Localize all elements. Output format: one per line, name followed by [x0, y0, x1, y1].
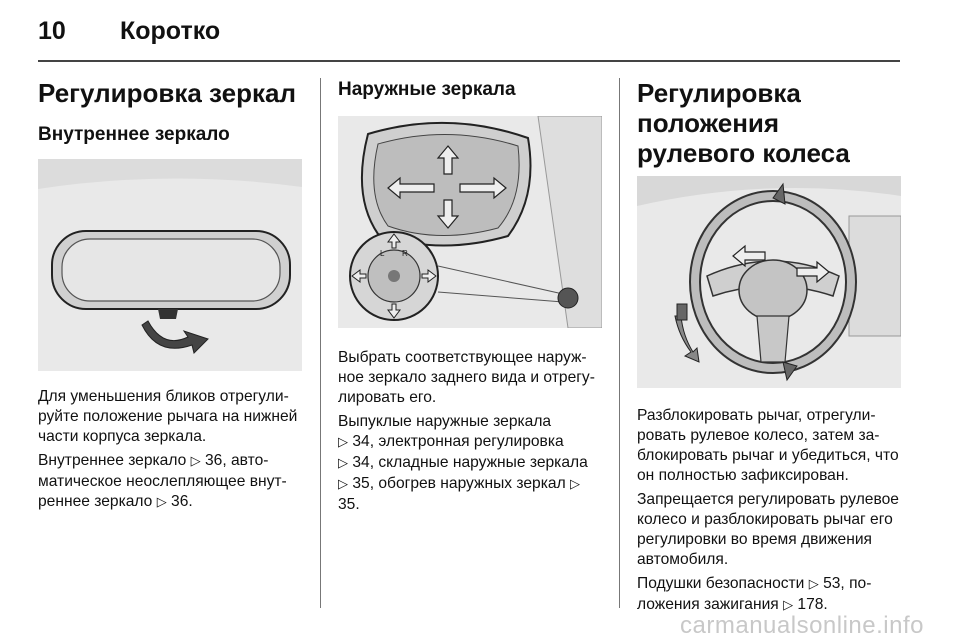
- text-segment: Подушки безопасности: [637, 575, 809, 592]
- column-divider-2: [619, 78, 620, 608]
- ref-arrow-icon: ▷: [190, 454, 201, 469]
- page-header: [0, 0, 960, 62]
- text-segment: 53, положения зажигания: [637, 575, 872, 613]
- heading-mirror-adjustment: Регулировка зеркал: [38, 78, 296, 108]
- heading-steering-wheel-adjustment: Регулировка положения рулевого колеса: [637, 78, 850, 168]
- page-number: 10: [38, 17, 66, 45]
- ref-arrow-icon: ▷: [338, 435, 348, 450]
- figure-steering-wheel: [637, 176, 901, 388]
- column-mirrors: [38, 72, 302, 513]
- steering-wheel-illustration: [637, 176, 901, 388]
- section-title: Коротко: [120, 17, 221, 45]
- heading-interior-mirror: Внутреннее зеркало: [38, 124, 230, 145]
- text-segment: 36, автоматическое неослепляющее внутреннее зеркало: [38, 452, 287, 510]
- heading-exterior-mirrors: Наружные зеркала: [338, 79, 516, 100]
- column-divider-1: [320, 78, 321, 608]
- text-segment: 34, складные наружные зеркала: [352, 454, 588, 471]
- text-segment: 35.: [338, 496, 360, 513]
- paragraph-reduce-glare: Для уменьшения бликов отрегулируйте положение рычага на нижней части корпуса зеркала.: [38, 388, 298, 445]
- exterior-mirror-illustration: [338, 116, 602, 328]
- text-segment: 36.: [171, 493, 193, 510]
- column-steering-wheel: [637, 72, 901, 616]
- column-exterior-mirrors: [338, 72, 602, 515]
- text-segment: Внутреннее зеркало: [38, 452, 191, 469]
- text-segment: 35, обогрев наружных зеркал: [352, 475, 571, 492]
- text-segment: 178.: [797, 596, 828, 613]
- header-rule: [38, 60, 900, 62]
- text-segment: Выпуклые наружные зеркала: [338, 413, 552, 430]
- ref-arrow-icon: ▷: [338, 456, 348, 471]
- svg-text:L: L: [380, 249, 385, 258]
- paragraph-unlock-lever: Разблокировать рычаг, отрегулировать рулевое колесо, затем заблокировать рычаг и убедиться, что он полностью зафиксирован.: [637, 407, 899, 484]
- figure-exterior-mirror: [338, 116, 602, 328]
- watermark: carmanualsonline.info: [680, 612, 924, 639]
- paragraph-exterior-mirror-refs: [338, 412, 602, 515]
- paragraph-interior-mirror-refs: [38, 451, 302, 513]
- ref-arrow-icon: ▷: [570, 477, 581, 492]
- ref-arrow-icon: ▷: [338, 477, 348, 492]
- svg-text:R: R: [402, 249, 408, 258]
- paragraph-warning-while-driving: Запрещается регулировать рулевое колесо и разблокировать рычаг его регулировки во время движения автомобиля.: [637, 491, 899, 568]
- paragraph-steering-refs: [637, 574, 901, 616]
- text-segment: 34, электронная регулировка: [352, 433, 564, 450]
- ref-arrow-icon: ▷: [783, 598, 794, 613]
- paragraph-select-mirror: Выбрать соответствующее наружное зеркало заднего вида и отрегулировать его.: [338, 349, 595, 406]
- figure-interior-mirror: [38, 159, 302, 371]
- ref-arrow-icon: ▷: [808, 577, 819, 592]
- ref-arrow-icon: ▷: [156, 495, 167, 510]
- interior-mirror-illustration: [38, 159, 302, 371]
